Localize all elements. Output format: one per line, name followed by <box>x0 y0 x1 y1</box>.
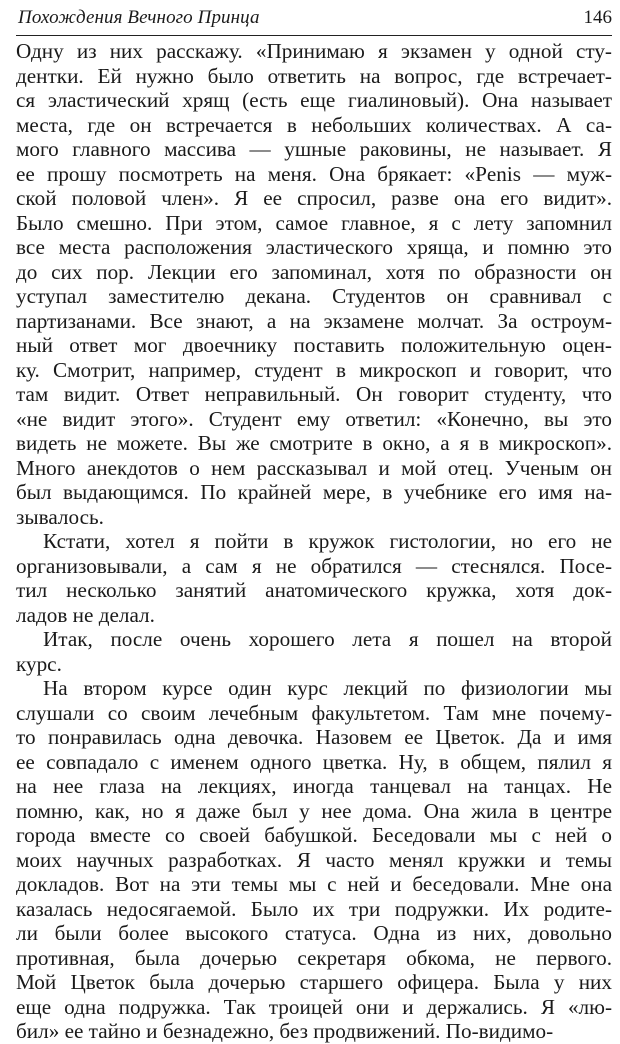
text-line: Итак, после очень хорошего лета я пошел на второй <box>43 627 612 651</box>
text-line: бил» ее тайно и безнадежно, без продвижений. По-видимо- <box>16 1019 554 1043</box>
text-line: ладов не делал. <box>16 602 155 627</box>
text-line: города вместе со своей бабушкой. Беседовали мы с ней о <box>16 823 612 847</box>
text-line: еще одна подружка. Так троицей они и держались. Я «лю- <box>16 994 612 1019</box>
text-line: слушали со своим лечебным факультетом. Там мне почему- <box>16 700 612 725</box>
text-line: Было смешно. При этом, самое главное, я с лету запомнил <box>16 210 612 235</box>
text-line: Много анекдотов о нем рассказывал и мой отец. Ученым он <box>16 455 612 480</box>
text-line: зывалось. <box>16 504 104 529</box>
text-line: ли были более высокого статуса. Одна из них, довольно <box>16 921 612 945</box>
text-line: до сих пор. Лекции его запоминал, хотя по образности он <box>16 259 612 284</box>
text-line: ее совпадало с именем одного цветка. Ну, в общем, пялил я <box>16 749 612 774</box>
text-line: уступал заместителю декана. Студентов он сравнивал с <box>16 284 612 308</box>
text-line: курс. <box>16 651 62 676</box>
text-line: ный ответ мог двоечнику поставить положительную оцен- <box>16 333 612 357</box>
text-line: дентки. Ей нужно было ответить на вопрос, где встречает- <box>16 63 612 88</box>
text-line: помню, как, но я даже был у нее дома. Она жила в центре <box>16 798 612 823</box>
text-line: мого главного массива — ушные раковины, не называет. Я <box>16 137 612 161</box>
text-line: был выдающимся. По крайней мере, в учебнике его имя на- <box>16 480 612 504</box>
text-line: докладов. Вот на эти темы мы с ней и беседовали. Мне она <box>16 872 612 896</box>
text-line: видеть не можете. Вы же смотрите в окно, а я в микроскоп». <box>16 431 612 455</box>
text-line: все места расположения эластического хряща, и помню это <box>16 235 612 259</box>
text-line: Кстати, хотел я пойти в кружок гистологии, но его не <box>43 529 612 553</box>
text-line: на нее глаза на лекциях, иногда танцевал на танцах. Не <box>16 774 612 798</box>
text-line: там видит. Ответ неправильный. Он говорит студенту, что <box>16 382 612 406</box>
text-line: ской половой член». Я ее спросил, разве она его видит». <box>16 186 612 210</box>
paragraph <box>16 676 612 1044</box>
text-line: ку. Смотрит, например, студент в микроскоп и говорит, что <box>16 357 612 382</box>
running-header <box>16 5 612 36</box>
book-page <box>16 0 612 1043</box>
text-line: моих научных разработках. Я часто менял кружки и темы <box>16 847 612 872</box>
text-line: противная, была дочерью секретаря обкома, не первого. <box>16 945 612 970</box>
text-line: места, где он встречается в небольших количествах. А са- <box>16 112 612 137</box>
text-line: тил несколько занятий анатомического кружка, хотя док- <box>16 578 612 602</box>
page-number: 146 <box>583 7 612 28</box>
body-text <box>16 39 612 1044</box>
text-line: ее прошу посмотреть на меня. Она брякает: «Penis — муж- <box>16 161 612 186</box>
paragraph <box>16 627 612 676</box>
paragraph <box>16 529 612 627</box>
text-line: то понравилась одна девочка. Назовем ее Цветок. Да и имя <box>16 725 612 749</box>
text-line: «не видит этого». Студент ему ответил: «Конечно, вы это <box>16 406 612 431</box>
running-title: Похождения Вечного Принца <box>18 7 260 28</box>
text-line: На втором курсе один курс лекций по физиологии мы <box>43 676 612 700</box>
text-line: Одну из них расскажу. «Принимаю я экзамен у одной сту- <box>16 39 612 63</box>
text-line: партизанами. Все знают, а на экзамене молчат. За остроум- <box>16 308 612 333</box>
text-line: казалась недосягаемой. Было их три подружки. Их родите- <box>16 896 612 921</box>
text-line: Мой Цветок была дочерью старшего офицера. Была у них <box>16 970 612 994</box>
text-line: ся эластический хрящ (есть еще гиалиновый). Она называет <box>16 88 612 112</box>
text-line: организовывали, а сам я не обратился — стеснялся. Посе- <box>16 553 612 578</box>
paragraph <box>16 39 612 529</box>
